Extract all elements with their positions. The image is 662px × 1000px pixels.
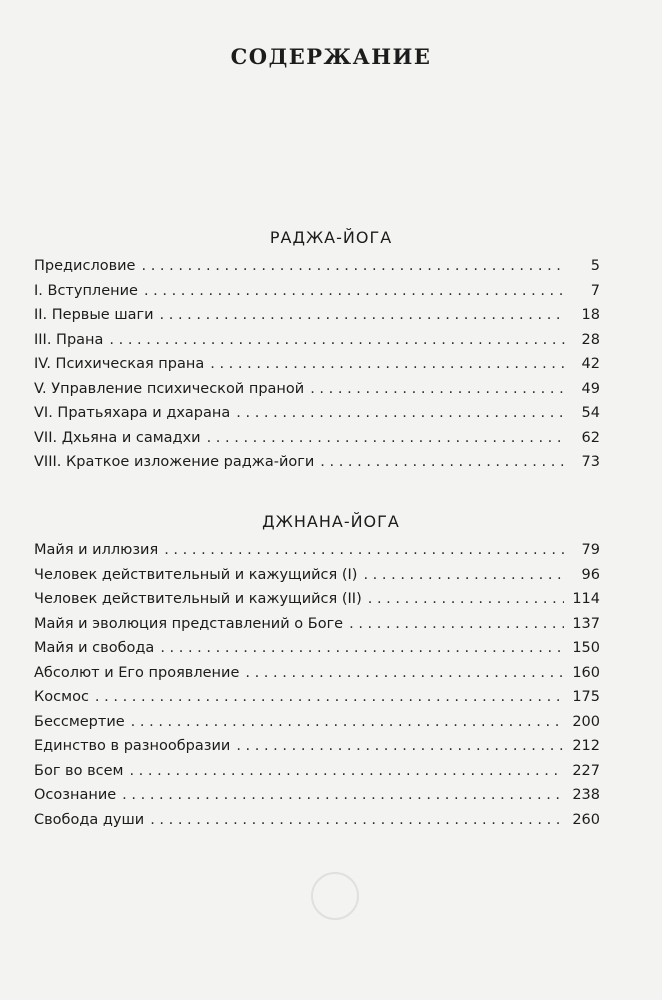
toc-entry[interactable] bbox=[34, 714, 600, 739]
toc-entry[interactable] bbox=[34, 405, 600, 430]
toc-entry-title: Человек действительный и кажущийся (I) bbox=[34, 566, 358, 583]
toc-page-number: 227 bbox=[572, 762, 600, 779]
page-title: СОДЕРЖАНИЕ bbox=[230, 44, 432, 69]
section-heading-raja-yoga: РАДЖА-ЙОГА bbox=[269, 228, 393, 247]
toc-entry-title: Майя и свобода bbox=[34, 640, 155, 656]
dot-leader bbox=[109, 332, 566, 348]
toc-page-number: 42 bbox=[581, 356, 600, 372]
toc-page-number: 79 bbox=[581, 542, 600, 558]
toc-entry-title: VII. Дхьяна и самадхи bbox=[34, 429, 201, 446]
toc-entry-title: Майя и иллюзия bbox=[34, 542, 159, 558]
toc-entry[interactable] bbox=[34, 689, 600, 714]
dot-leader bbox=[320, 454, 566, 470]
toc-entry-title: Абсолют и Его проявление bbox=[34, 664, 240, 681]
toc-entry[interactable] bbox=[34, 567, 600, 592]
dot-leader bbox=[144, 283, 566, 299]
dot-leader bbox=[150, 812, 564, 828]
toc-entry[interactable] bbox=[34, 616, 600, 641]
toc-entry[interactable] bbox=[34, 812, 600, 837]
dot-leader bbox=[160, 640, 564, 656]
toc-page-number: 49 bbox=[581, 380, 600, 397]
toc-page-number: 28 bbox=[581, 331, 600, 348]
toc-page-number: 62 bbox=[581, 429, 600, 446]
toc-page-number: 96 bbox=[581, 566, 600, 583]
toc-entry-title: VIII. Краткое изложение раджа-йоги bbox=[34, 454, 315, 470]
dot-leader bbox=[310, 381, 566, 397]
toc-entry[interactable] bbox=[34, 258, 600, 283]
toc-entry-title: III. Прана bbox=[34, 331, 104, 348]
toc-entry-title: Космос bbox=[34, 689, 89, 705]
toc-entry-title: I. Вступление bbox=[34, 282, 138, 299]
toc-page-number: 5 bbox=[590, 258, 600, 274]
toc-entry-title: II. Первые шаги bbox=[34, 307, 154, 323]
dot-leader bbox=[131, 714, 565, 730]
toc-page-number: 212 bbox=[572, 738, 600, 754]
dot-leader bbox=[129, 763, 564, 779]
toc-entry[interactable] bbox=[34, 283, 600, 308]
dot-leader bbox=[363, 567, 566, 583]
dot-leader bbox=[245, 665, 564, 681]
toc-entry[interactable] bbox=[34, 738, 600, 763]
toc-entry[interactable] bbox=[34, 763, 600, 788]
dot-leader bbox=[236, 405, 566, 421]
toc-entry[interactable] bbox=[34, 542, 600, 567]
dot-leader bbox=[368, 591, 565, 607]
dot-leader bbox=[210, 356, 566, 372]
toc-entry-title: Единство в разнообразии bbox=[34, 738, 231, 754]
dot-leader bbox=[349, 616, 564, 632]
dot-leader bbox=[160, 307, 566, 323]
toc-page-number: 18 bbox=[581, 307, 600, 323]
toc-page-number: 200 bbox=[572, 713, 600, 730]
dot-leader bbox=[236, 738, 564, 754]
toc-entry-title: Бог во всем bbox=[34, 762, 124, 779]
toc-entry-title: Осознание bbox=[34, 787, 117, 803]
toc-page-number: 175 bbox=[572, 689, 600, 705]
toc-page-number: 160 bbox=[572, 664, 600, 681]
toc-entry[interactable] bbox=[34, 307, 600, 332]
toc-entry-title: Предисловие bbox=[34, 258, 136, 274]
toc-entry[interactable] bbox=[34, 356, 600, 381]
toc-page-number: 7 bbox=[590, 282, 600, 299]
dot-leader bbox=[164, 542, 566, 558]
toc-entry[interactable] bbox=[34, 591, 600, 616]
section-heading-jnana-yoga: ДЖНАНА-ЙОГА bbox=[262, 512, 400, 531]
toc-page-number: 137 bbox=[572, 615, 600, 632]
toc-entry[interactable] bbox=[34, 640, 600, 665]
toc-entry[interactable] bbox=[34, 430, 600, 455]
dot-leader bbox=[95, 689, 564, 705]
dot-leader bbox=[122, 787, 564, 803]
toc-page-number: 238 bbox=[572, 787, 600, 803]
toc-entry-title: IV. Психическая прана bbox=[34, 356, 205, 372]
toc-page-number: 150 bbox=[572, 640, 600, 656]
toc-entry-title: Майя и эволюция представлений о Боге bbox=[34, 615, 344, 632]
dot-leader bbox=[207, 430, 566, 446]
toc-list-raja-yoga bbox=[34, 258, 600, 479]
toc-page-number: 54 bbox=[581, 405, 600, 421]
toc-entry-title: V. Управление психической праной bbox=[34, 380, 305, 397]
toc-entry-title: VI. Пратьяхара и дхарана bbox=[34, 405, 231, 421]
dot-leader bbox=[141, 258, 566, 274]
toc-entry-title: Бессмертие bbox=[34, 713, 125, 730]
toc-page-number: 73 bbox=[581, 454, 600, 470]
toc-entry[interactable] bbox=[34, 454, 600, 479]
toc-entry[interactable] bbox=[34, 665, 600, 690]
toc-entry-title: Человек действительный и кажущийся (II) bbox=[34, 591, 362, 607]
toc-entry[interactable] bbox=[34, 381, 600, 406]
toc-entry-title: Свобода души bbox=[34, 811, 145, 828]
toc-entry[interactable] bbox=[34, 332, 600, 357]
toc-entry[interactable] bbox=[34, 787, 600, 812]
bleed-through-badge bbox=[311, 872, 359, 920]
toc-page-number: 114 bbox=[572, 591, 600, 607]
toc-list-jnana-yoga bbox=[34, 542, 600, 836]
toc-page-number: 260 bbox=[572, 811, 600, 828]
